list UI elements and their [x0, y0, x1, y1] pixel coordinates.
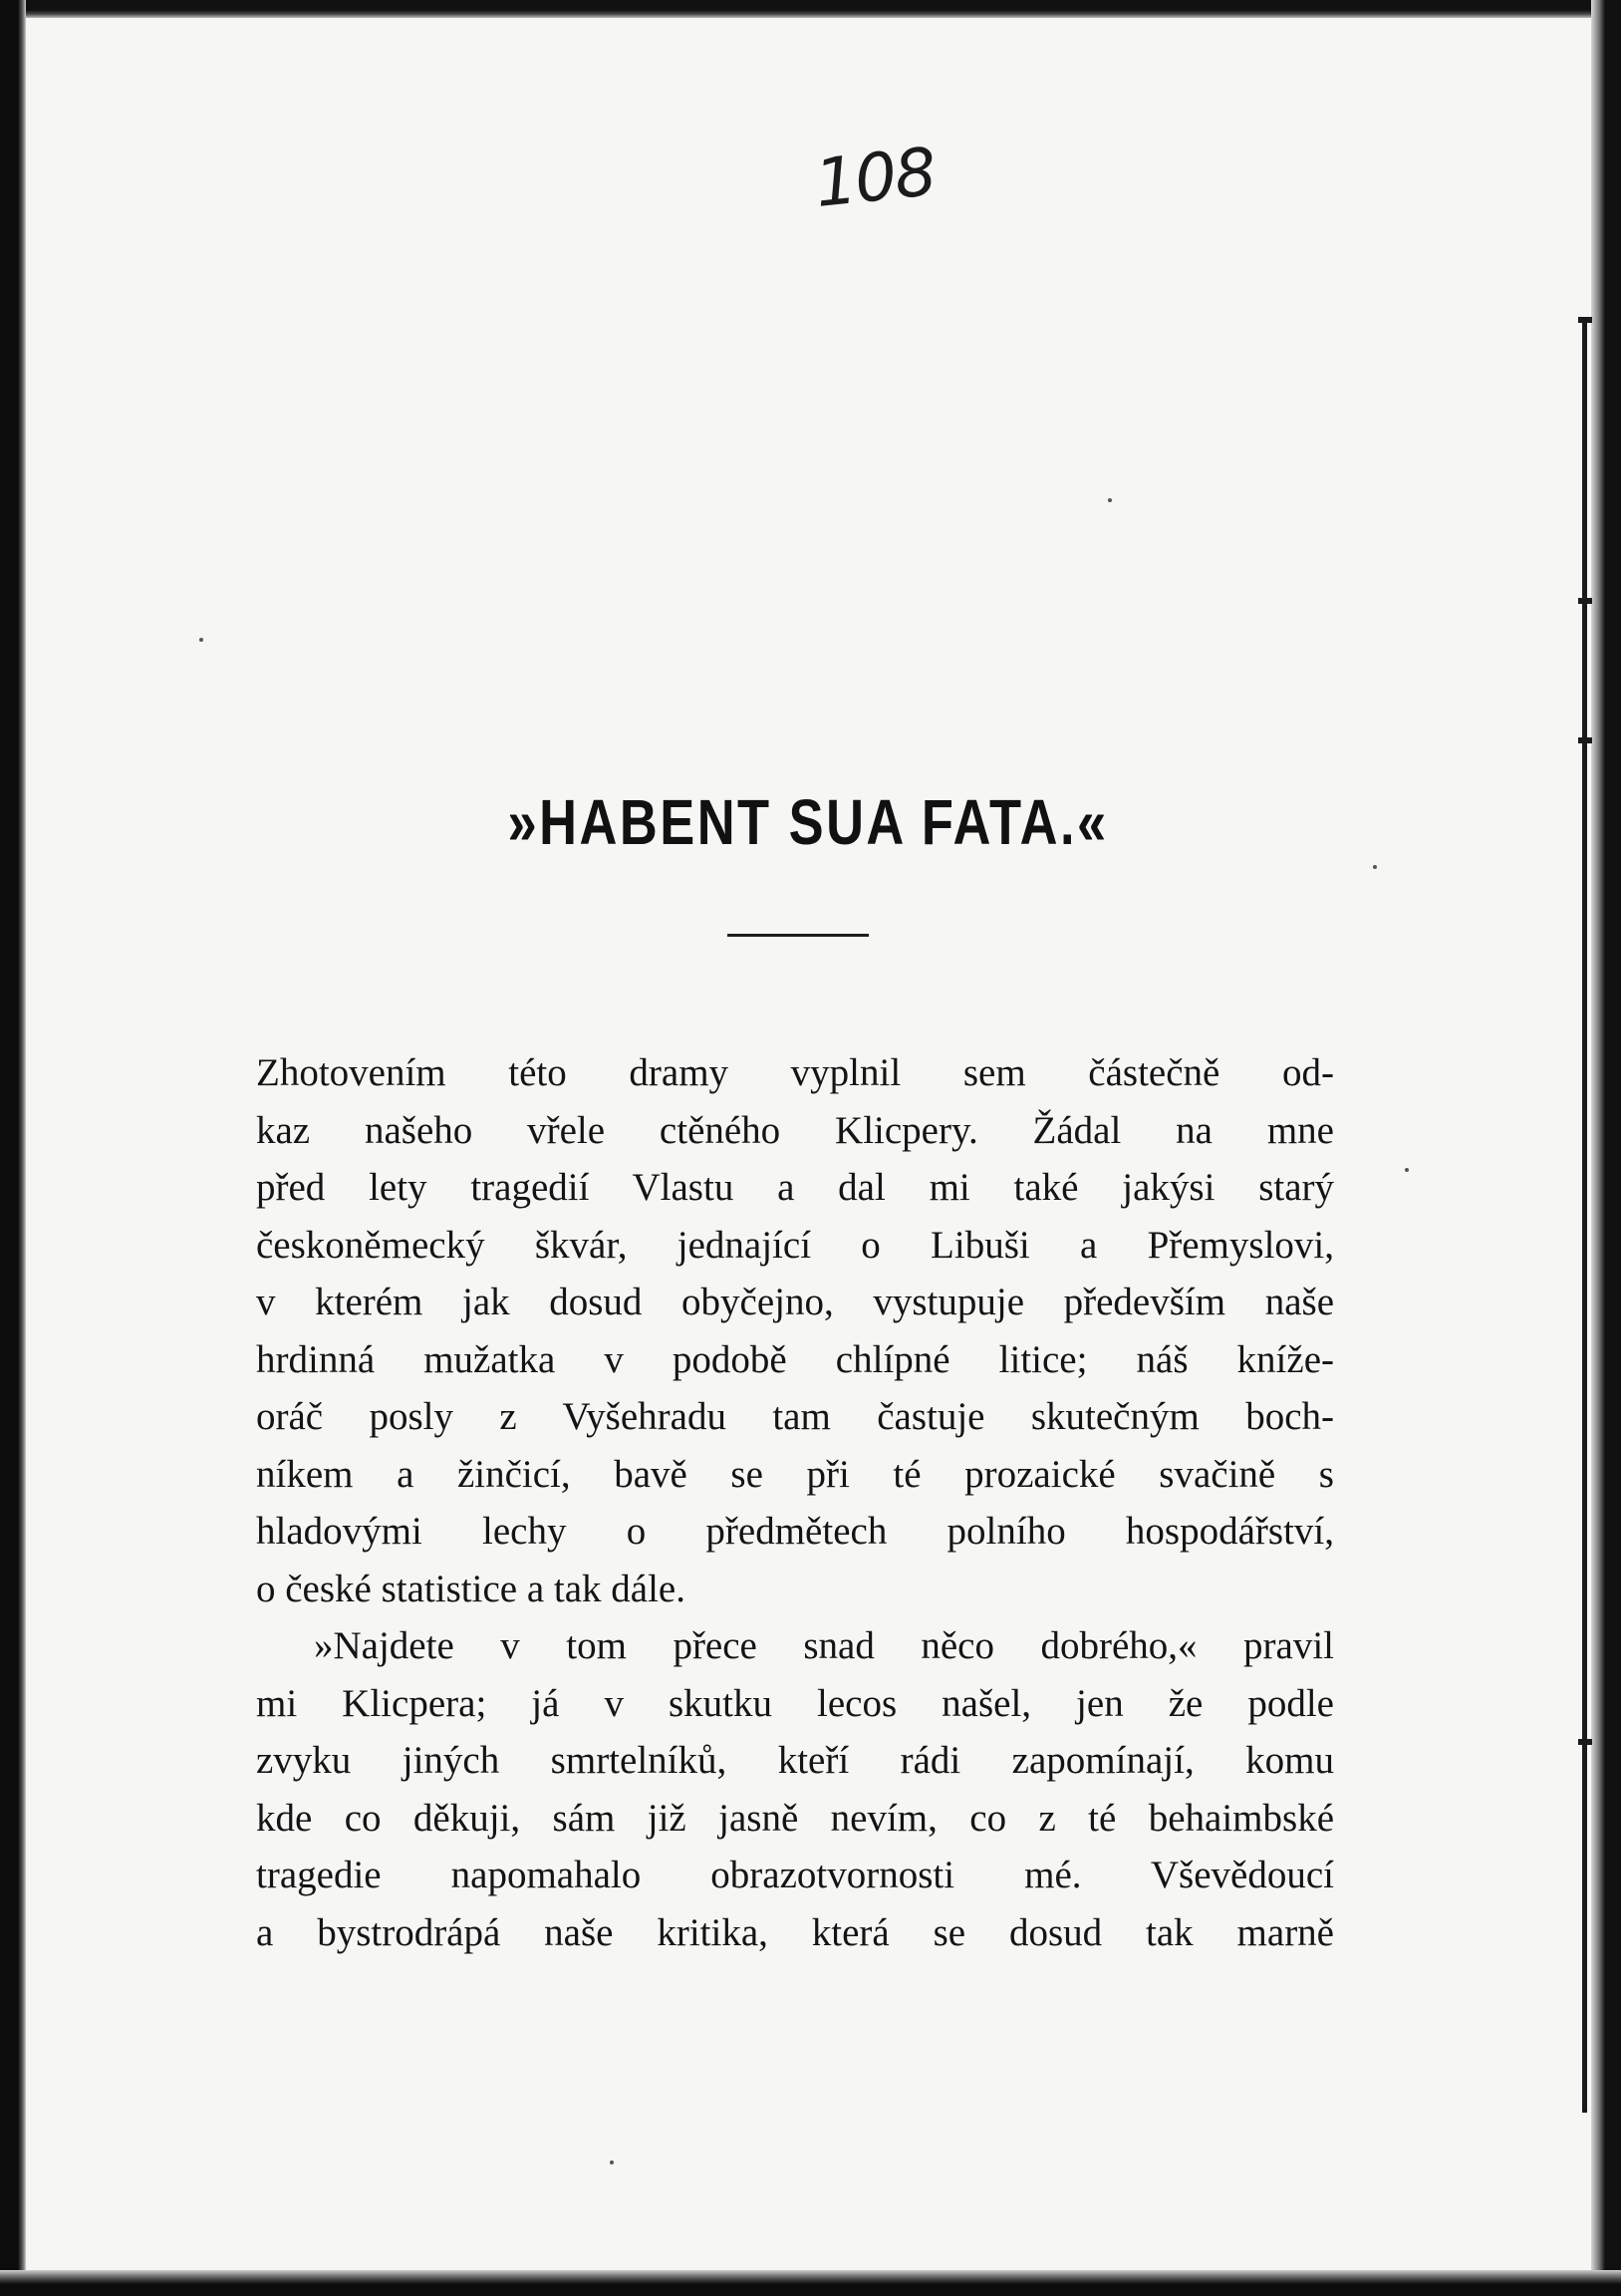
scan-border-bottom: [0, 2270, 1621, 2296]
text-line: zvyku jiných smrtelníků, kteří rádi zapomínají, komu: [256, 1739, 1334, 1782]
text-line: oráč posly z Vyšehradu tam častuje skutečným boch-: [256, 1395, 1334, 1438]
text-line: před lety tragedií Vlastu a dal mi také jakýsi starý: [256, 1166, 1334, 1209]
text-line: o české statistice a tak dále.: [256, 1567, 685, 1610]
binding-notch: [1578, 317, 1592, 323]
binding-notch: [1578, 737, 1592, 743]
text-line: kaz našeho vřele ctěného Klicpery. Žádal na mne: [256, 1108, 1334, 1152]
body-text: [256, 1044, 1334, 1961]
text-line: mi Klicpera; já v skutku lecos našel, jen že podle: [256, 1681, 1334, 1725]
handwritten-page-number: 108: [811, 133, 939, 223]
binding-shadow-line: [1582, 319, 1587, 2113]
title-divider: [727, 934, 869, 937]
chapter-title: »HABENT SUA FATA.«: [507, 786, 1109, 858]
text-line: Zhotovením této dramy vyplnil sem částečně od-: [256, 1051, 1334, 1094]
dust-speck: [610, 2160, 614, 2164]
text-line: českoněmecký škvár, jednající o Libuši a Přemyslovi,: [256, 1223, 1334, 1267]
binding-notch: [1578, 598, 1592, 604]
dust-speck: [1405, 1168, 1409, 1172]
text-line: tragedie napomahalo obrazotvornosti mé. Vševědoucí: [256, 1854, 1334, 1896]
dust-speck: [1373, 865, 1377, 869]
text-line: »Najdete v tom přece snad něco dobrého,« pravil: [314, 1624, 1334, 1667]
dust-speck: [1108, 498, 1112, 502]
text-line: a bystrodrápá naše kritika, která se dosud tak marně: [256, 1910, 1334, 1954]
binding-notch: [1578, 1739, 1592, 1745]
text-line: hrdinná mužatka v podobě chlípné litice; náš kníže-: [256, 1337, 1334, 1381]
scan-border-left: [0, 0, 26, 2296]
dust-speck: [199, 638, 203, 642]
scan-border-right: [1591, 0, 1621, 2296]
text-line: kde co děkuji, sám již jasně nevím, co z té behaimbské: [256, 1796, 1334, 1840]
scan-border-top: [0, 0, 1621, 18]
text-line: níkem a žinčicí, bavě se při té prozaické svačině s: [256, 1452, 1334, 1496]
text-line: hladovými lechy o předmětech polního hospodářství,: [256, 1510, 1334, 1553]
text-line: v kterém jak dosud obyčejno, vystupuje především naše: [256, 1281, 1334, 1323]
